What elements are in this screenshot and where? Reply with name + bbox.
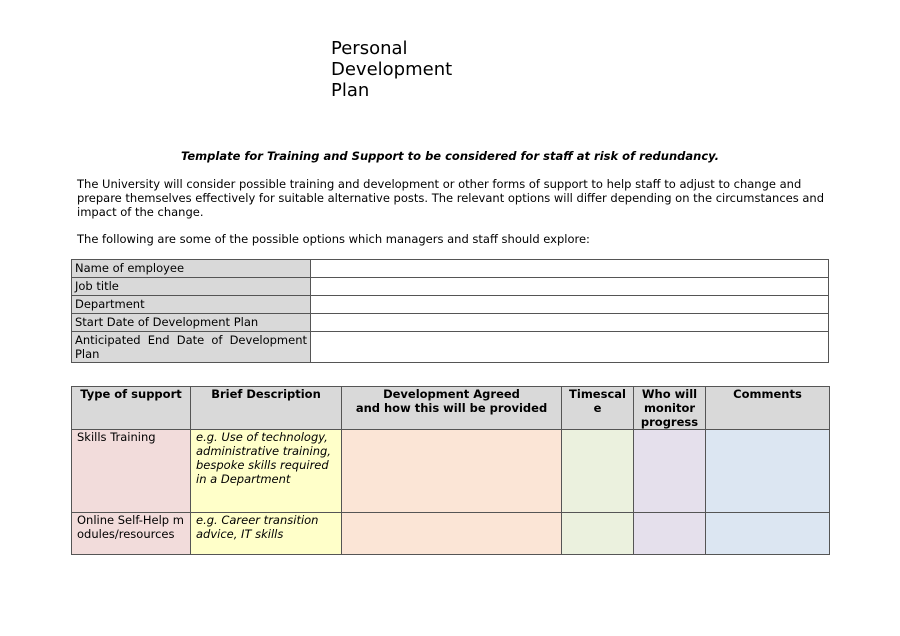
employee-name-label: Name of employee [72,260,311,278]
table-row [72,260,829,278]
title-line: Personal [331,38,408,59]
description-cell: e.g. Use of technology, administrative training, bespoke skills required in a Department [191,430,342,513]
start-date-label: Start Date of Development Plan [72,314,311,332]
intro-paragraph: The University will consider possible training and development or other forms of support to help staff to adjust to change and prepare themselves effectively for suitable alternative posts. The relevant options will differ depending on the circumstances and impact of the change. [77,177,825,219]
employee-info-table [71,259,829,363]
type-cell: Skills Training [72,430,191,513]
title-line: Plan [331,80,370,101]
agreed-cell[interactable] [342,430,562,513]
description-header: Brief Description [191,387,342,430]
subtitle: Template for Training and Support to be considered for staff at risk of redundancy. [181,149,719,163]
table-row [72,513,830,555]
description-cell: e.g. Career transition advice, IT skills [191,513,342,555]
table-row [72,296,829,314]
table-row [72,314,829,332]
development-plan-table [71,386,830,555]
monitor-cell[interactable] [634,513,706,555]
monitor-header: Who will monitor progress [634,387,706,430]
comments-header: Comments [706,387,830,430]
table-row [72,430,830,513]
department-label: Department [72,296,311,314]
type-header: Type of support [72,387,191,430]
agreed-cell[interactable] [342,513,562,555]
end-date-field[interactable] [311,332,829,363]
table-row [72,332,829,363]
department-field[interactable] [311,296,829,314]
page-title [331,38,452,101]
agreed-header-line: Development Agreed [383,387,520,401]
start-date-field[interactable] [311,314,829,332]
options-paragraph: The following are some of the possible options which managers and staff should explore: [77,232,590,246]
timescale-cell[interactable] [562,513,634,555]
agreed-header-line: and how this will be provided [355,401,548,415]
employee-name-field[interactable] [311,260,829,278]
end-date-label: Anticipated End Date of Development Plan [72,332,311,363]
job-title-label: Job title [72,278,311,296]
monitor-cell[interactable] [634,430,706,513]
job-title-field[interactable] [311,278,829,296]
timescale-cell[interactable] [562,430,634,513]
type-cell: Online Self-Help modules/resources [72,513,191,555]
comments-cell[interactable] [706,430,830,513]
table-row [72,278,829,296]
title-line: Development [331,59,453,80]
timescale-header: Timescale [562,387,634,430]
table-header-row [72,387,830,430]
agreed-header [342,387,562,430]
comments-cell[interactable] [706,513,830,555]
